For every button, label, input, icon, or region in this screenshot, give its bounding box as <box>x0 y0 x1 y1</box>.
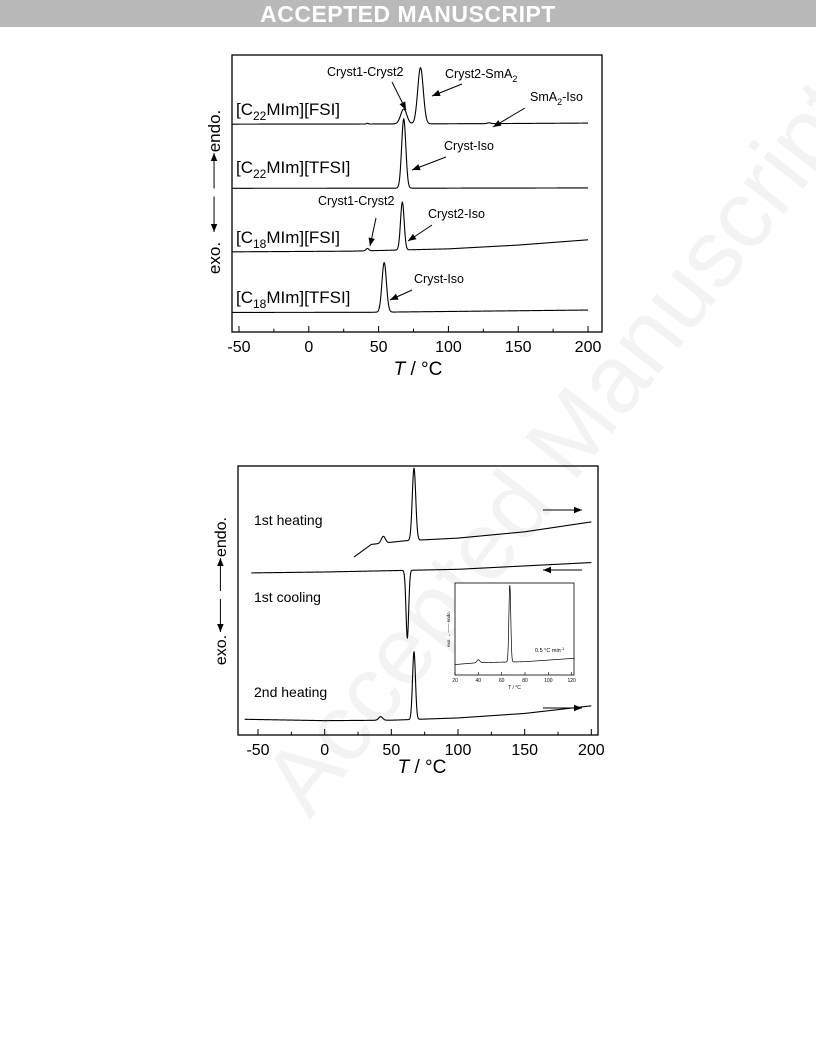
chart1-annotation-arrow <box>369 218 376 246</box>
chart1-series-label: $[C_{22}MIm][FSI]$ <box>236 100 341 123</box>
chart1-arrow-endo-head <box>211 153 217 161</box>
chart2-xtick-label: 0 <box>320 742 330 759</box>
chart1-annotation-arrow-head <box>390 294 399 300</box>
chart1-annotation: Cryst1-Cryst2 <box>318 194 395 208</box>
chart2-series-label: 1st cooling <box>254 589 321 605</box>
chart1-xtick-label: 200 <box>574 339 602 356</box>
chart1-xtick-label: 150 <box>504 339 532 356</box>
chart2-xlabel: T / °C <box>397 757 447 778</box>
chart1-xtick-label: 50 <box>369 339 388 356</box>
chart2-series-label: 1st heating <box>254 512 323 528</box>
chart2-direction-arrow-cooling1-head <box>543 567 551 573</box>
chart2-arrow-exo-head <box>217 624 223 632</box>
chart1-series-label: $[C_{18}MIm][FSI]$ <box>236 228 341 251</box>
chart2-direction-arrow-heating2-head <box>574 705 582 711</box>
chart1-annotation-arrow-head <box>432 90 441 96</box>
chart1-arrow-endo <box>211 153 217 189</box>
inset-xtick-label: 60 <box>498 678 505 684</box>
chart1-annotation: Cryst2-SmA$_2$ <box>445 67 518 84</box>
chart2-arrow-exo <box>217 599 223 632</box>
inset-xtick-label: 120 <box>567 678 576 684</box>
chart2-direction-arrow-cooling1 <box>543 567 582 573</box>
chart2-arrow-endo <box>217 558 223 591</box>
chart1-ylabel-endo: endo. <box>205 109 224 153</box>
chart2-direction-arrow-heating1 <box>543 507 582 513</box>
chart2-ylabel-exo: exo. <box>213 634 230 666</box>
inset-xtick-label: 100 <box>544 678 553 684</box>
chart2-arrow-endo-head <box>217 558 223 566</box>
chart1-annotation-arrow <box>493 108 525 127</box>
chart1-arrow-exo-head <box>211 224 217 232</box>
chart1-annotation-arrow-head <box>412 164 421 170</box>
inset-ylabel: exo. ←—— endo. <box>446 611 451 647</box>
chart1-annotation-arrow-head <box>369 238 375 246</box>
chart1-ylabel-exo: exo. <box>205 241 224 275</box>
chart2-xtick-label: -50 <box>246 742 270 759</box>
chart1-series-line <box>232 119 588 188</box>
chart1-xtick-label: 100 <box>435 339 462 356</box>
chart2-xtick-label: 150 <box>511 742 539 759</box>
chart1-annotation: Cryst-Iso <box>414 272 464 286</box>
chart1-annotation-arrow <box>432 84 462 96</box>
chart1-annotation-arrow <box>412 157 446 170</box>
chart2-series-line <box>354 468 591 557</box>
inset-xtick-label: 40 <box>475 678 482 684</box>
chart1-series-label: $[C_{22}MIm][TFSI]$ <box>236 158 351 181</box>
inset-xtick-label: 80 <box>522 678 528 684</box>
chart1-annotation: Cryst-Iso <box>444 139 494 153</box>
chart1-annotation: Cryst2-Iso <box>428 207 485 221</box>
inset-xlabel: T / °C <box>508 685 521 691</box>
accepted-manuscript-banner: ACCEPTED MANUSCRIPT <box>0 0 816 27</box>
chart1-annotation-arrow <box>392 82 406 110</box>
chart1-xtick-label: -50 <box>227 339 251 356</box>
chart2-direction-arrow-heating1-head <box>574 507 582 513</box>
chart1-xlabel: T / °C <box>393 359 443 380</box>
chart1-annotation-arrow <box>390 290 412 300</box>
inset-frame <box>455 583 574 675</box>
chart1-annotation-arrow-head <box>400 101 406 110</box>
chart2-ylabel-endo: endo. <box>213 516 230 558</box>
chart2-xtick-label: 100 <box>444 742 472 759</box>
chart1-annotation-arrow <box>408 225 432 241</box>
chart1-annotation: Cryst1-Cryst2 <box>327 65 404 79</box>
chart2-series-label: 2nd heating <box>254 684 328 700</box>
chart1-series-label: $[C_{18}MIm][TFSI]$ <box>236 288 351 311</box>
chart1-arrow-exo <box>211 197 217 233</box>
chart2-xtick-label: 50 <box>382 742 401 759</box>
chart1-annotation-arrow-head <box>408 234 416 241</box>
chart1-annotation: SmA$_2$-Iso <box>530 90 583 107</box>
chart2-xtick-label: 200 <box>577 742 605 759</box>
inset-annotation: 0.5 °C $\min^{-1}$ <box>535 646 565 654</box>
chart1-xtick-label: 0 <box>304 339 314 356</box>
inset-xtick-label: 20 <box>452 678 458 684</box>
